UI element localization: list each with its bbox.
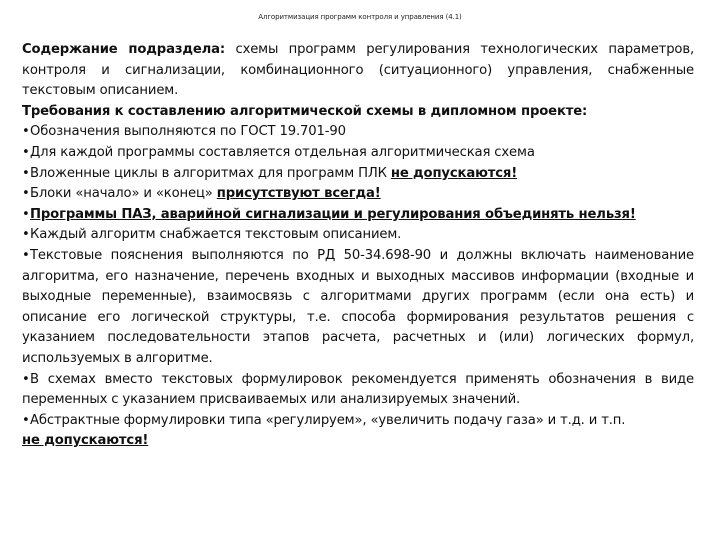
bullet-marker: •: [22, 144, 30, 160]
section-intro-label: Содержание подраздела:: [22, 42, 226, 57]
section-intro: [22, 40, 694, 102]
bullet-marker: •: [22, 371, 30, 387]
bullet-text: Текстовые пояснения выполняются по РД 50-34.698-90 и должны включать наименование алгоритма, его назначение, перечень входных и выходных массивов информации (входные и выходные переменные), взаимосвязь с алгоритмами других программ (если она есть) и описание его логической структуры, т.е. способа формирования результатов решения с указанием последовательности этапов расчета, расчетных и (или) логических формул, используемых в алгоритме.: [22, 247, 694, 366]
slide-content: [22, 40, 694, 452]
bullet-item: [22, 143, 694, 164]
bullet-item: [22, 411, 694, 432]
bullet-item: [22, 122, 694, 143]
slide-title: Алгоритмизация программ контроля и управления (4.1): [258, 13, 462, 21]
bullet-text: Программы ПАЗ, аварийной сигнализации и регулирования объединять нельзя!: [30, 206, 636, 222]
section-intro-text: схемы программ регулирования технологических параметров, контроля и сигнализации, комбинационного (ситуационного) управления, снабженные текстовым описанием.: [22, 42, 694, 99]
bullet-text: Обозначения выполняются по ГОСТ 19.701-90: [30, 124, 346, 140]
bullet-text: Для каждой программы составляется отдельная алгоритмическая схема: [30, 144, 535, 160]
bullet-marker: •: [22, 247, 30, 263]
bullet-item: [22, 164, 694, 185]
bullet-text: Каждый алгоритм снабжается текстовым описанием.: [30, 227, 402, 243]
bullet-item: [22, 246, 694, 370]
bullet-item: [22, 370, 694, 411]
bullet-marker: •: [22, 186, 30, 202]
bullet-item: [22, 225, 694, 246]
bullet-emphasis: присутствуют всегда!: [216, 186, 381, 202]
requirements-heading: Требования к составлению алгоритмической схемы в дипломном проекте:: [22, 103, 588, 119]
bullet-item: [22, 205, 694, 226]
bullet-text: В схемах вместо текстовых формулировок рекомендуется применять обозначения в виде переменных с указанием присваиваемых или анализируемых значений.: [22, 371, 694, 408]
bullet-marker: •: [22, 124, 30, 140]
bullet-emphasis: не допускаются!: [390, 165, 518, 181]
bullet-text: Абстрактные формулировки типа «регулируем», «увеличить подачу газа» и т.д. и т.п.: [30, 412, 626, 428]
bullet-marker: •: [22, 165, 30, 181]
bullet-marker: •: [22, 227, 30, 243]
bullet-continuation: [22, 431, 694, 452]
bullet-text: Блоки «начало» и «конец»: [30, 186, 217, 202]
bullet-item: [22, 184, 694, 205]
bullet-text: Вложенные циклы в алгоритмах для программ ПЛК: [30, 165, 391, 181]
bullet-emphasis: не допускаются!: [22, 433, 149, 449]
bullet-marker: •: [22, 206, 30, 222]
bullet-marker: •: [22, 412, 30, 428]
